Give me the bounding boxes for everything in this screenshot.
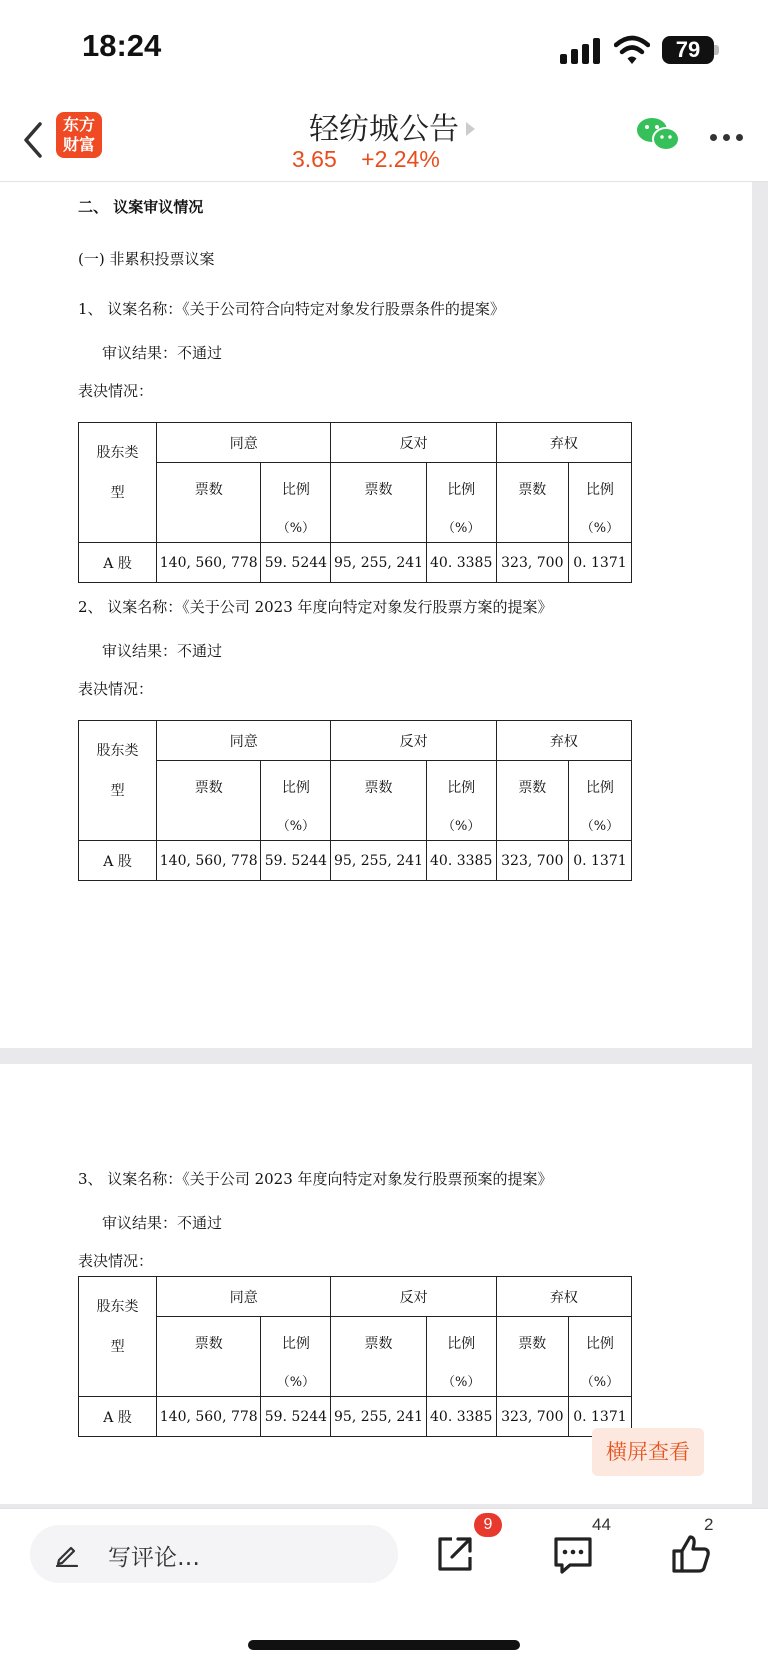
col-votes: 票数 (157, 1317, 261, 1397)
col-votes: 票数 (331, 463, 426, 543)
comment-icon[interactable] (548, 1529, 598, 1579)
col-ratio: 比例 （%） (568, 1317, 631, 1397)
col-agree: 同意 (157, 423, 331, 463)
vote-label: 表决情况： (78, 680, 154, 698)
wifi-icon (614, 34, 650, 66)
col-oppose: 反对 (331, 721, 496, 761)
battery-tip (714, 45, 719, 55)
vote-label: 表决情况： (78, 382, 154, 400)
battery-level: 79 (662, 36, 714, 64)
wechat-share-icon[interactable] (636, 116, 680, 152)
cellular-signal-icon (560, 38, 602, 64)
share-badge: 9 (474, 1513, 502, 1537)
comment-placeholder: 写评论… (108, 1545, 200, 1571)
home-indicator (248, 1640, 520, 1650)
col-abstain: 弃权 (496, 423, 631, 463)
col-votes: 票数 (157, 761, 261, 841)
proposal-result: 审议结果：不通过 (102, 1214, 223, 1232)
proposal-result: 审议结果：不通过 (102, 344, 223, 362)
stock-price: 3.65 (292, 146, 337, 172)
vote-table (78, 720, 632, 881)
table-row: A 股 140, 560, 778 59. 5244 95, 255, 241 40. 3385 323, 700 0. 1371 (79, 1397, 632, 1437)
section-heading: 二、 议案审议情况 (78, 198, 204, 216)
more-icon[interactable] (710, 134, 744, 142)
status-bar (0, 0, 768, 100)
nav-header (0, 100, 768, 182)
col-votes: 票数 (331, 1317, 426, 1397)
col-ratio: 比例 （%） (426, 1317, 496, 1397)
col-oppose: 反对 (331, 1277, 496, 1317)
page-title: 轻纺城公告 (309, 112, 459, 147)
proposal-title: 3、 议案名称：《关于公司 2023 年度向特定对象发行股票预案的提案》 (78, 1170, 553, 1188)
col-ratio: 比例 （%） (426, 463, 496, 543)
col-shareholder-type: 股东类 型 (79, 1277, 157, 1397)
col-abstain: 弃权 (496, 721, 631, 761)
proposal-title: 2、 议案名称：《关于公司 2023 年度向特定对象发行股票方案的提案》 (78, 598, 553, 616)
col-ratio: 比例 （%） (261, 463, 331, 543)
col-agree: 同意 (157, 1277, 331, 1317)
col-votes: 票数 (331, 761, 426, 841)
thumbs-up-icon[interactable] (666, 1529, 716, 1579)
col-votes: 票数 (496, 463, 568, 543)
col-abstain: 弃权 (496, 1277, 631, 1317)
landscape-view-button[interactable]: 横屏查看 (592, 1428, 704, 1476)
col-ratio: 比例 （%） (568, 761, 631, 841)
col-ratio: 比例 （%） (568, 463, 631, 543)
comments-count: 44 (592, 1515, 611, 1534)
table-row: A 股 140, 560, 778 59. 5244 95, 255, 241 40. 3385 323, 700 0. 1371 (79, 543, 632, 583)
col-ratio: 比例 （%） (261, 761, 331, 841)
col-shareholder-type: 股东类 型 (79, 721, 157, 841)
col-votes: 票数 (157, 463, 261, 543)
vote-label: 表决情况： (78, 1252, 154, 1270)
col-votes: 票数 (496, 761, 568, 841)
stock-quote[interactable] (292, 146, 458, 173)
col-votes: 票数 (496, 1317, 568, 1397)
share-icon[interactable] (430, 1529, 480, 1579)
table-row: A 股 140, 560, 778 59. 5244 95, 255, 241 40. 3385 323, 700 0. 1371 (79, 841, 632, 881)
proposal-title: 1、 议案名称：《关于公司符合向特定对象发行股票条件的提案》 (78, 300, 505, 318)
col-oppose: 反对 (331, 423, 496, 463)
pencil-icon (54, 1541, 80, 1567)
col-ratio: 比例 （%） (261, 1317, 331, 1397)
document-page (0, 182, 752, 1048)
vote-table (78, 422, 632, 583)
eastmoney-logo[interactable]: 东方 财富 (56, 112, 102, 158)
comment-input[interactable] (30, 1525, 398, 1583)
vote-table (78, 1276, 632, 1437)
col-ratio: 比例 （%） (426, 761, 496, 841)
proposal-result: 审议结果：不通过 (102, 642, 223, 660)
likes-count: 2 (704, 1515, 714, 1534)
status-time: 18:24 (82, 28, 162, 63)
quote-arrow-icon (466, 122, 475, 136)
col-agree: 同意 (157, 721, 331, 761)
stock-change: +2.24% (361, 146, 440, 172)
col-shareholder-type: 股东类 型 (79, 423, 157, 543)
subsection-heading: (一) 非累积投票议案 (78, 250, 215, 268)
